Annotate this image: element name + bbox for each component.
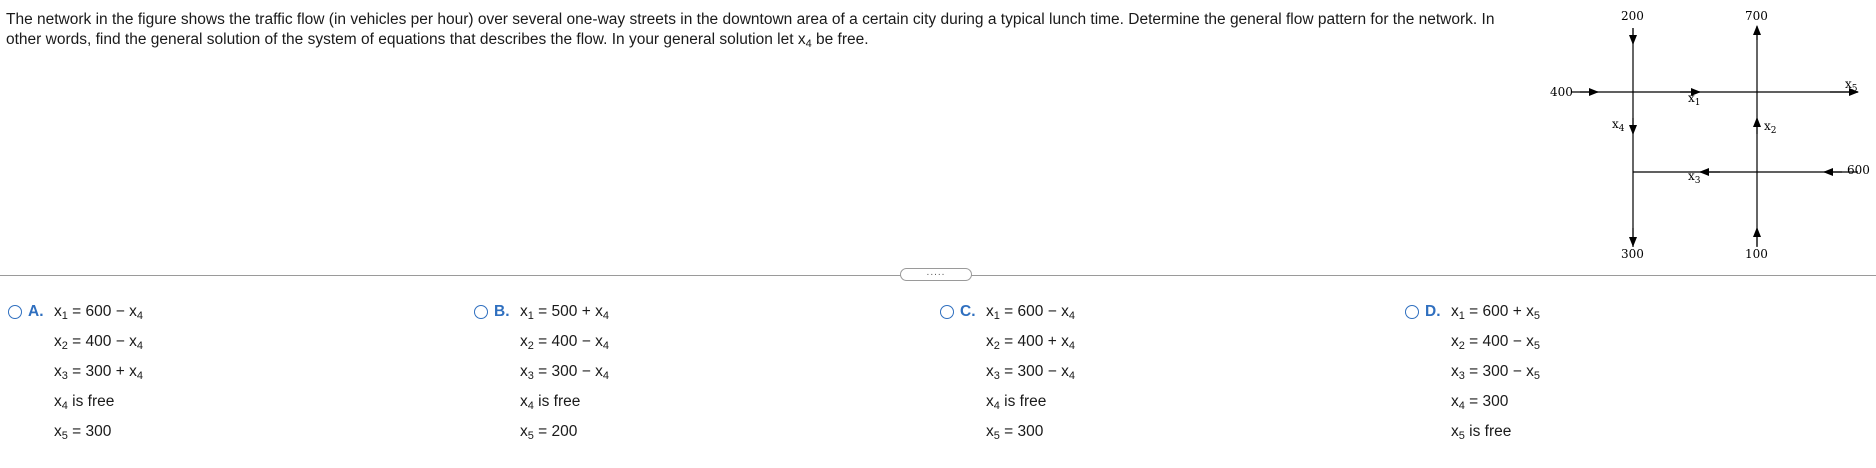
label-x4: $x_4$ xyxy=(1612,117,1625,134)
label-top-right: 700 xyxy=(1745,9,1768,23)
option-a-letter: A. xyxy=(28,303,44,320)
radio-option-c[interactable] xyxy=(940,305,954,319)
option-b-line-5: $x_5 = 200$ xyxy=(520,423,578,442)
label-x5: $x_5$ xyxy=(1845,77,1858,94)
label-x2: $x_2$ xyxy=(1764,119,1777,136)
radio-option-b[interactable] xyxy=(474,305,488,319)
option-a[interactable] xyxy=(8,302,408,449)
option-d-line-4: $x_4 = 300$ xyxy=(1451,393,1509,412)
option-c-line-2: $x_2 = 400 + x_4$ xyxy=(986,333,1075,352)
option-d-line-3: $x_3 = 300 - x_5$ xyxy=(1451,363,1540,382)
option-b-letter: B. xyxy=(494,303,510,320)
resize-handle[interactable]: ..... xyxy=(900,268,972,281)
option-a-equations xyxy=(54,299,143,449)
question-tail: be free. xyxy=(811,31,869,48)
traffic-network-figure xyxy=(1520,0,1876,272)
option-a-line-2: $x_2 = 400 - x_4$ xyxy=(54,333,143,352)
option-a-line-5: $x_5 = 300$ xyxy=(54,423,112,442)
option-b-line-4: $x_4$ is free xyxy=(520,393,581,412)
radio-option-d[interactable] xyxy=(1405,305,1419,319)
label-bottom-left: 300 xyxy=(1621,247,1644,261)
option-c-equations xyxy=(986,299,1075,449)
option-d-line-5: $x_5$ is free xyxy=(1451,423,1512,442)
radio-option-a[interactable] xyxy=(8,305,22,319)
option-b[interactable] xyxy=(474,302,874,449)
question-free-var-subscript: 4 xyxy=(805,38,812,50)
option-c-line-3: $x_3 = 300 - x_4$ xyxy=(986,363,1075,382)
label-right-in: 600 xyxy=(1847,163,1870,177)
label-bottom-right: 100 xyxy=(1745,247,1768,261)
label-x1: $x_1$ xyxy=(1688,91,1701,108)
option-d[interactable] xyxy=(1405,302,1805,449)
label-top-left: 200 xyxy=(1621,9,1644,23)
option-d-line-2: $x_2 = 400 - x_5$ xyxy=(1451,333,1540,352)
option-d-equations xyxy=(1451,299,1540,449)
option-a-line-3: $x_3 = 300 + x_4$ xyxy=(54,363,143,382)
option-d-line-1: $x_1 = 600 + x_5$ xyxy=(1451,303,1540,322)
option-c-line-4: $x_4$ is free xyxy=(986,393,1047,412)
question-body: The network in the figure shows the traffic flow (in vehicles per hour) over several one-way streets in the downtown area of a certain city during a typical lunch time. Determine the general flow pattern for the network. In other words, find the general solution of the system of equations that describes the flow. In your general solution let x xyxy=(6,11,1495,48)
option-c-letter: C. xyxy=(960,303,976,320)
option-b-equations xyxy=(520,299,609,449)
option-c-line-5: $x_5 = 300$ xyxy=(986,423,1044,442)
label-left-in: 400 xyxy=(1550,85,1573,99)
option-b-line-3: $x_3 = 300 - x_4$ xyxy=(520,363,609,382)
option-d-letter: D. xyxy=(1425,303,1441,320)
option-b-line-1: $x_1 = 500 + x_4$ xyxy=(520,303,609,322)
label-x3: $x_3$ xyxy=(1688,169,1701,186)
option-c[interactable] xyxy=(940,302,1340,449)
question-text xyxy=(6,10,1506,54)
option-b-line-2: $x_2 = 400 - x_4$ xyxy=(520,333,609,352)
option-a-line-4: $x_4$ is free xyxy=(54,393,115,412)
option-a-line-1: $x_1 = 600 - x_4$ xyxy=(54,303,143,322)
option-c-line-1: $x_1 = 600 - x_4$ xyxy=(986,303,1075,322)
